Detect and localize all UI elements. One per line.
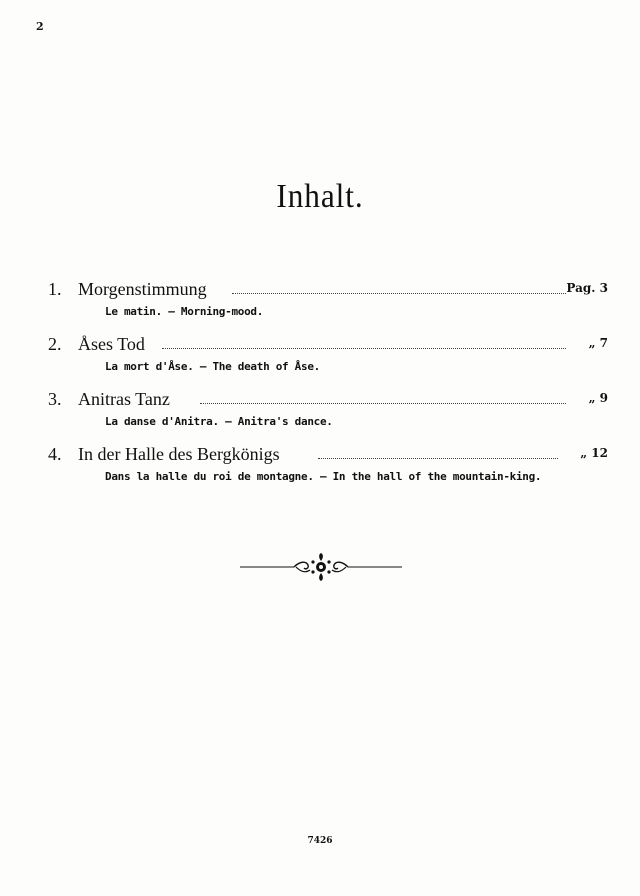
page-title: Inhalt. [276,178,364,215]
entry-title[interactable]: In der Halle des Bergkönigs [78,444,280,464]
entry-line [48,389,608,415]
entry-number: 4. [48,444,62,464]
entry-page: „ 12 [580,446,608,460]
contents-entry[interactable] [48,334,608,384]
entry-title[interactable]: Åses Tod [78,334,145,354]
entry-subtitle: La danse d'Anitra. — Anitra's dance. [105,415,333,428]
entry-line [48,279,608,305]
contents-entry[interactable] [48,444,608,494]
entry-page: „ 7 [588,336,608,350]
entry-line [48,334,608,360]
plate-number: 7426 [307,836,333,846]
fleuron-divider-icon [238,552,404,582]
contents-entry[interactable] [48,279,608,329]
entry-page: Pag. 3 [566,281,608,295]
entry-title[interactable]: Morgenstimmung [78,279,207,299]
dot-leader [162,348,566,349]
entry-number: 1. [48,279,62,299]
entry-subtitle: Dans la halle du roi de montagne. — In the hall of the mountain-king. [105,470,542,483]
entry-line [48,444,608,470]
contents-entry[interactable] [48,389,608,439]
entry-title[interactable]: Anitras Tanz [78,389,170,409]
page-number: 2 [36,20,44,33]
entry-number: 3. [48,389,62,409]
dot-leader [318,458,558,459]
entry-page: „ 9 [588,391,608,405]
entry-subtitle: La mort d'Åse. — The death of Åse. [105,360,320,373]
dot-leader [232,293,566,294]
entry-subtitle: Le matin. — Morning-mood. [105,305,264,318]
dot-leader [200,403,566,404]
entry-number: 2. [48,334,62,354]
